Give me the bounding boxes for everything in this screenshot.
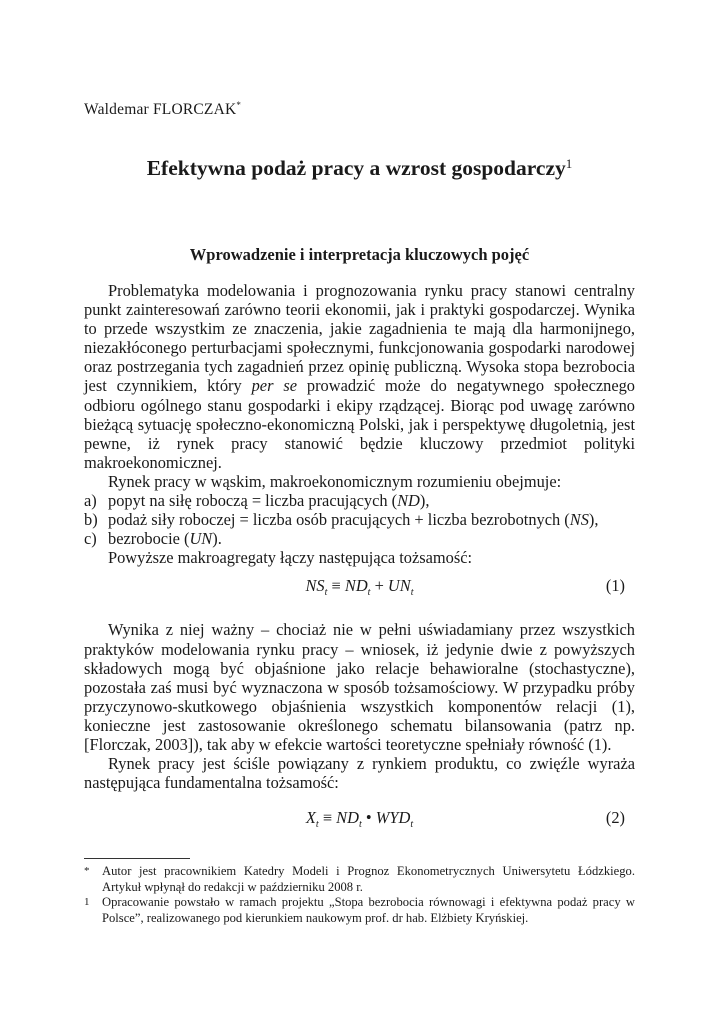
paragraph-5: Rynek pracy jest ściśle powiązany z rynkiem produktu, co zwięźle wyraża następująca fundamentalna tożsamość:	[84, 754, 635, 793]
paragraph-2: Rynek pracy w wąskim, makroekonomicznym rozumieniu obejmuje:	[108, 471, 562, 491]
equation-number: (1)	[605, 576, 625, 596]
list-item: a) popyt na siłę roboczą = liczba pracujących (ND),	[84, 491, 430, 511]
footnotes	[84, 864, 635, 927]
equation-number: (2)	[605, 808, 625, 828]
equation-2: $X_t \equiv ND_t$ • $WYD_t$ (2)	[305, 808, 625, 831]
article-title	[84, 156, 635, 181]
paragraph-4: Wynika z niej ważny – chociaż nie w pełni uświadamiany przez wszystkich praktyków modelowania rynku pracy – wniosek, iż jedynie dwie z powyższych składowych mogą być objaśnione jako relacje behawioralne (stochastyczne), pozostała zaś musi być wyznaczona w sposób tożsamościowy. W przypadku próby przyczynowo-skutkowego objaśnienia wszystkich komponentów relacji (1), konieczne jest zastosowanie określonego schematu bilansowania (patrz np. [Florczak, 2003]), tak aby w efekcie wartości teoretyczne spełniały równość (1).	[84, 620, 635, 754]
equation-1: $NS_t \equiv ND_t + UN_t$ (1)	[305, 576, 625, 599]
list-item: c) bezrobocie (UN).	[84, 529, 222, 549]
body-text	[84, 281, 635, 831]
author-name: Waldemar FLORCZAK	[84, 101, 237, 118]
title-text: Efektywna podaż pracy a wzrost gospodarczy	[146, 156, 566, 180]
latin-phrase: per se	[251, 376, 297, 396]
title-footnote-ref: 1	[565, 156, 573, 171]
paragraph-1: Problematyka modelowania i prognozowania rynku pracy stanowi centralny punkt zainteresowań zarówno teorii ekonomii, jak i praktyki gospodarczej. Wynika to przede wszystkim ze znaczenia, jakie zagadnienia te mają dla harmonijnego, niezakłóconego perturbacjami społecznymi, funkcjonowania gospodarki narodowej oraz postrzegania tych zagadnień przez opinię publiczną. Wysoka stopa bezrobocia jest czynnikiem, który per se prowadzić może do negatywnego społecznego odbioru ogólnego stanu gospodarki i ekipy rządzącej. Biorąc pod uwagę zarówno bieżącą sytuację społeczno-ekonomiczną Polski, jak i perspektywę długoletnią, jest pewne, iż rynek pracy stanowić będzie kluczowy przedmiot polityki makroekonomicznej.	[84, 281, 635, 472]
author-line	[84, 100, 241, 119]
section-heading: Wprowadzenie i interpretacja kluczowych pojęć	[189, 245, 530, 264]
aggregate-list	[84, 491, 635, 548]
footnote: 1 Opracowanie powstało w ramach projektu „Stopa bezrobocia równowagi i efektywna podaż pracy w Polsce”, realizowanego pod kierunkiem naukowym prof. dr hab. Elżbiety Kryńskiej.	[84, 895, 635, 926]
paragraph-3: Powyższe makroagregaty łączy następująca tożsamość:	[108, 548, 473, 568]
list-item: b) podaż siły roboczej = liczba osób pracujących + liczba bezrobotnych (NS),	[84, 510, 599, 530]
footnote: * Autor jest pracownikiem Katedry Modeli i Prognoz Ekonometrycznych Uniwersytetu Łódzkiego. Artykuł wpłynął do redakcji w październiku 2008 r.	[84, 864, 635, 894]
footnote-rule	[84, 858, 190, 859]
author-footnote-mark: *	[236, 100, 242, 110]
